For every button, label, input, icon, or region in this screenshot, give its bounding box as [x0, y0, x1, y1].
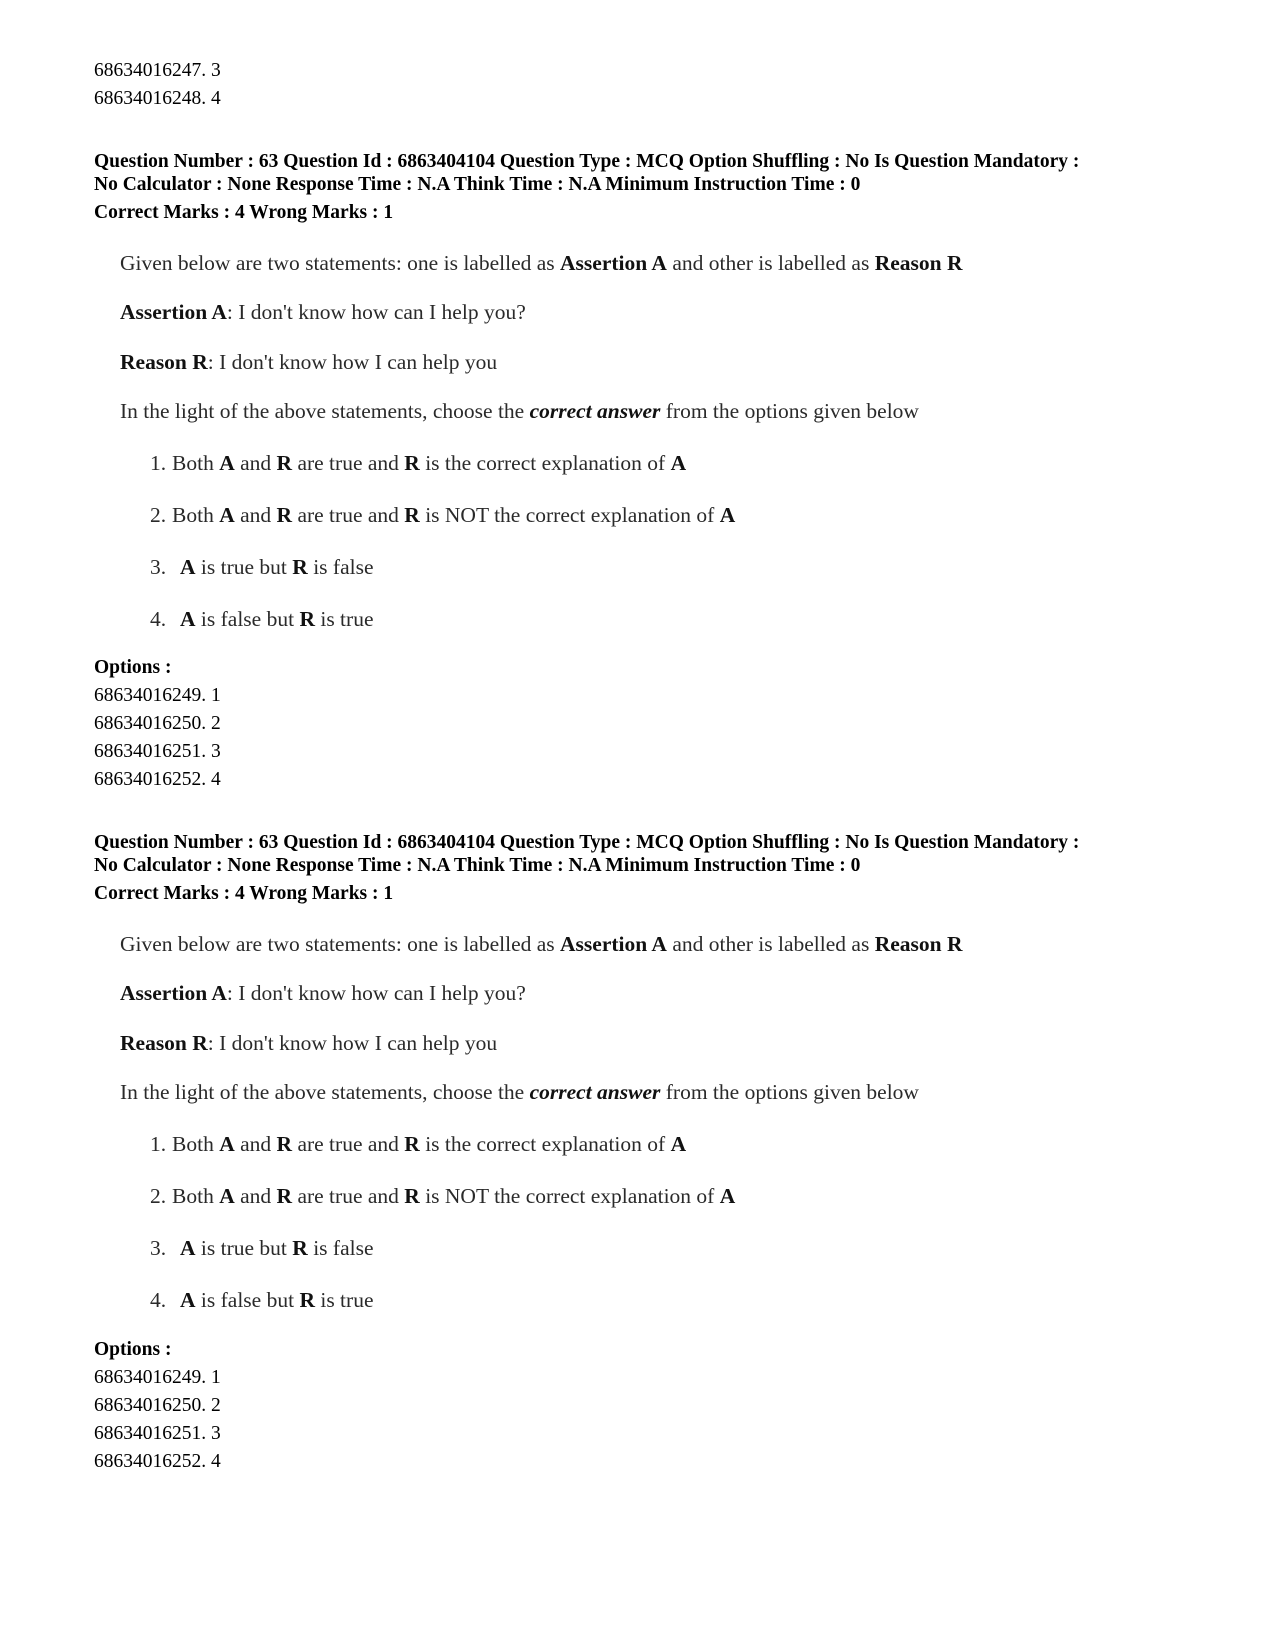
question-header-line: No Calculator : None Response Time : N.A Think Time : N.A Minimum Instruction Time : 0 [94, 855, 861, 876]
question-intro: Given below are two statements: one is labelled as Assertion A and other is labelled as Reason R [120, 251, 963, 275]
answer-choice: 1. Both A and R are true and R is the correct explanation of A [150, 1132, 687, 1156]
answer-choice: 2. Both A and R are true and R is NOT the correct explanation of A [150, 503, 736, 527]
reason-statement: Reason R: I don't know how I can help you [120, 350, 498, 374]
answer-choice: 4. A is false but R is true [150, 607, 374, 631]
question-header-line: Question Number : 63 Question Id : 6863404104 Question Type : MCQ Option Shuffling : No Is Question Mandatory : [94, 832, 1080, 853]
assertion-statement: Assertion A: I don't know how can I help you? [120, 300, 526, 324]
reason-statement: Reason R: I don't know how I can help you [120, 1031, 498, 1055]
option-line: 68634016252. 4 [94, 769, 221, 790]
answer-choice: 2. Both A and R are true and R is NOT the correct explanation of A [150, 1184, 736, 1208]
option-line: 68634016251. 3 [94, 741, 221, 762]
answer-choice: 3. A is true but R is false [150, 555, 374, 579]
option-line: 68634016252. 4 [94, 1451, 221, 1472]
question-intro: Given below are two statements: one is labelled as Assertion A and other is labelled as Reason R [120, 932, 963, 956]
option-line: 68634016250. 2 [94, 1395, 221, 1416]
option-line: 68634016250. 2 [94, 713, 221, 734]
question-instruction: In the light of the above statements, choose the correct answer from the options given below [120, 399, 919, 423]
option-line: 68634016247. 3 [94, 60, 221, 81]
option-line: 68634016249. 1 [94, 1367, 221, 1388]
option-line: 68634016251. 3 [94, 1423, 221, 1444]
question-header-line: Question Number : 63 Question Id : 6863404104 Question Type : MCQ Option Shuffling : No Is Question Mandatory : [94, 151, 1080, 172]
option-line: 68634016248. 4 [94, 88, 221, 109]
question-header-line: No Calculator : None Response Time : N.A Think Time : N.A Minimum Instruction Time : 0 [94, 174, 861, 195]
assertion-statement: Assertion A: I don't know how can I help you? [120, 981, 526, 1005]
marks-line: Correct Marks : 4 Wrong Marks : 1 [94, 883, 394, 904]
options-label: Options : [94, 657, 172, 678]
answer-choice: 3. A is true but R is false [150, 1236, 374, 1260]
option-line: 68634016249. 1 [94, 685, 221, 706]
options-label: Options : [94, 1339, 172, 1360]
question-instruction: In the light of the above statements, choose the correct answer from the options given below [120, 1080, 919, 1104]
answer-choice: 1. Both A and R are true and R is the correct explanation of A [150, 451, 687, 475]
answer-choice: 4. A is false but R is true [150, 1288, 374, 1312]
marks-line: Correct Marks : 4 Wrong Marks : 1 [94, 202, 394, 223]
